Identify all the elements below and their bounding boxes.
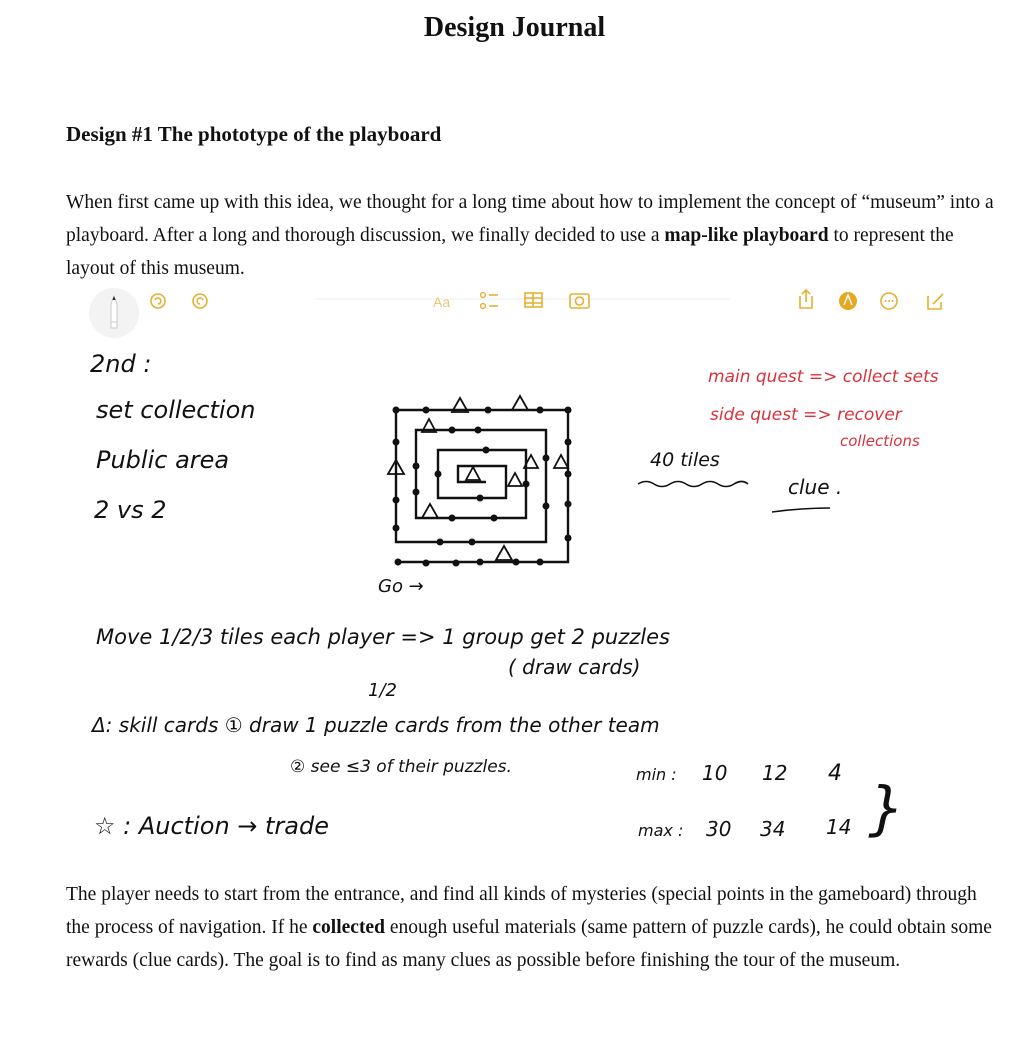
format-aa-button[interactable]: Aa xyxy=(433,294,451,310)
note-main-quest: main quest => collect sets xyxy=(708,367,939,387)
min-label: min : xyxy=(636,765,677,784)
intro-text-2: to represent the layout of this museum. xyxy=(66,225,954,279)
section-heading: Design #1 The phototype of the playboard xyxy=(66,122,442,146)
note-collections: collections xyxy=(840,432,920,450)
note-skill-line: Δ: skill cards ① draw 1 puzzle cards from the other team xyxy=(92,713,660,737)
page-title: Design Journal xyxy=(423,12,606,43)
min-value-1: 10 xyxy=(702,761,728,785)
body-paragraph xyxy=(66,878,996,977)
note-clue: clue . xyxy=(788,475,843,499)
note-see-line: ② see ≤3 of their puzzles. xyxy=(290,757,512,777)
checklist-icon[interactable] xyxy=(481,293,498,309)
note-set-collection: set collection xyxy=(96,396,256,424)
note-move-line: Move 1/2/3 tiles each player => 1 group get 2 puzzles xyxy=(96,625,670,649)
note-auction-line: ☆ : Auction → trade xyxy=(94,812,330,840)
min-value-2: 12 xyxy=(762,761,788,785)
max-label: max : xyxy=(638,821,684,840)
go-label: Go → xyxy=(378,576,424,597)
max-value-1: 30 xyxy=(706,817,732,841)
intro-paragraph xyxy=(66,186,996,285)
table-icon[interactable] xyxy=(525,293,542,307)
note-2vs2: 2 vs 2 xyxy=(94,496,167,524)
note-40-tiles: 40 tiles xyxy=(650,449,720,471)
share-icon[interactable] xyxy=(800,290,812,308)
handwritten-sketch xyxy=(60,282,960,872)
note-2nd: 2nd : xyxy=(90,350,152,378)
brace: } xyxy=(868,774,905,842)
more-icon[interactable] xyxy=(881,293,897,309)
min-value-3: 4 xyxy=(828,761,842,786)
camera-icon[interactable] xyxy=(570,294,589,308)
note-side-quest: side quest => recover xyxy=(710,405,902,425)
note-public-area: Public area xyxy=(96,446,230,474)
intro-text-1: When first came up with this idea, we thought for a long time about how to implement the concept of “museum” into a playboard. After a long and thorough discussion, we finally decided to use a xyxy=(66,192,994,246)
body-text-1: The player needs to start from the entrance, and find all kinds of mysteries (special points in the gameboard) through the process of navigation. If he xyxy=(66,884,977,938)
body-bold: collected xyxy=(312,917,385,938)
note-half: 1/2 xyxy=(368,680,397,701)
undo-icon[interactable] xyxy=(151,294,165,308)
max-value-3: 14 xyxy=(826,815,852,839)
pencil-icon[interactable] xyxy=(89,288,139,338)
intro-bold: map-like playboard xyxy=(664,225,829,246)
compose-icon[interactable] xyxy=(928,294,943,309)
max-value-2: 34 xyxy=(760,817,786,841)
redo-icon[interactable] xyxy=(193,294,207,308)
sketch-toolbar xyxy=(89,288,943,338)
body-text-2: enough useful materials (same pattern of puzzle cards), he could obtain some rewards (clue cards). The goal is to find as many clues as possible before finishing the tour of the museum. xyxy=(66,917,992,971)
markup-icon[interactable] xyxy=(839,292,857,310)
note-draw-cards: ( draw cards) xyxy=(508,655,641,679)
